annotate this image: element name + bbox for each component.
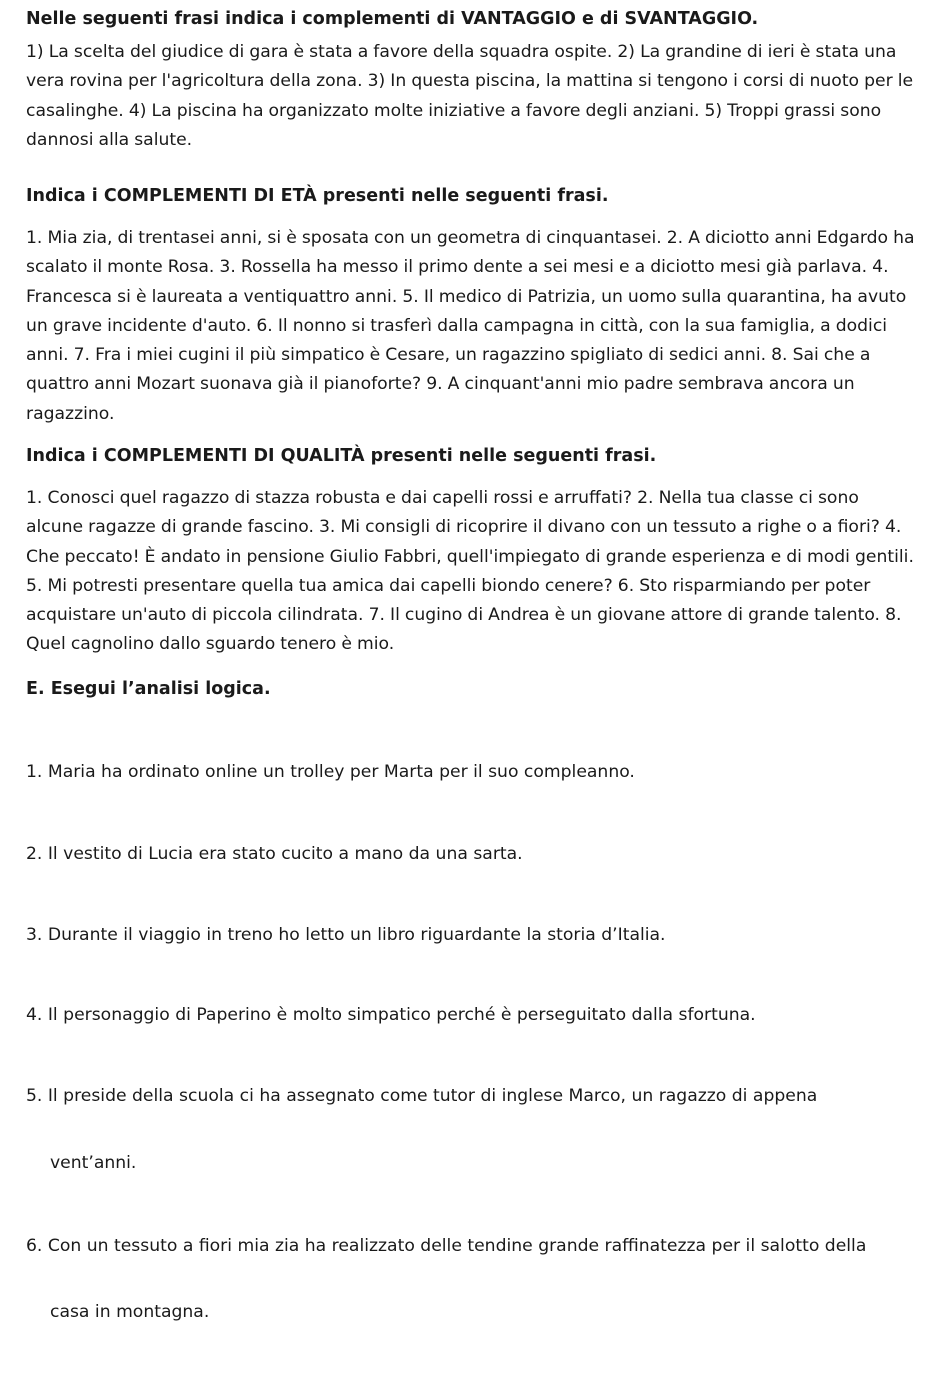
analisi-item-6: 6. Con un tessuto a fiori mia zia ha realizzato delle tendine grande raffinatezza per il salotto della <box>26 1236 867 1256</box>
analisi-item-3: 3. Durante il viaggio in treno ho letto un libro riguardante la storia d’Italia. <box>26 925 666 945</box>
vantaggio-exercise-text: 1) La scelta del giudice di gara è stata a favore della squadra ospite. 2) La grandine di ieri è stata una vera rovina per l'agricoltura della zona. 3) In questa piscina, la mattina si tengono i corsi di nuoto per le casalinghe. 4) La piscina ha organizzato molte iniziative a favore degli anziani. 5) Troppi grassi sono dannosi alla salute. <box>26 42 914 150</box>
analisi-item-5-continuation: vent’anni. <box>50 1153 137 1173</box>
analisi-item-5: 5. Il preside della scuola ci ha assegnato come tutor di inglese Marco, un ragazzo di appena <box>26 1086 818 1106</box>
analisi-item-2: 2. Il vestito di Lucia era stato cucito a mano da una sarta. <box>26 844 523 864</box>
analisi-item-1: 1. Maria ha ordinato online un trolley per Marta per il suo compleanno. <box>26 762 635 782</box>
qualita-heading: Indica i COMPLEMENTI DI QUALITÀ presenti nelle seguenti frasi. <box>26 446 657 466</box>
analisi-item-4: 4. Il personaggio di Paperino è molto simpatico perché è perseguitato dalla sfortuna. <box>26 1005 756 1025</box>
qualita-exercise-text: 1. Conosci quel ragazzo di stazza robusta e dai capelli rossi e arruffati? 2. Nella tua classe ci sono alcune ragazze di grande fascino. 3. Mi consigli di ricoprire il divano con un tessuto a righe o a fiori? 4. Che peccato! È andato in pensione Giulio Fabbri, quell'impiegato di grande esperienza e di modi gentili. 5. Mi potresti presentare quella tua amica dai capelli biondo cenere? 6. Sto risparmiando per poter acquistare un'auto di piccola cilindrata. 7. Il cugino di Andrea è un giovane attore di grande talento. 8. Quel cagnolino dallo sguardo tenero è mio. <box>26 488 914 655</box>
vantaggio-heading: Nelle seguenti frasi indica i complementi di VANTAGGIO e di SVANTAGGIO. <box>26 9 759 29</box>
analisi-logica-heading: E. Esegui l’analisi logica. <box>26 679 271 699</box>
analisi-item-6-continuation: casa in montagna. <box>50 1302 210 1322</box>
eta-heading: Indica i COMPLEMENTI DI ETÀ presenti nelle seguenti frasi. <box>26 186 609 206</box>
eta-exercise-text: 1. Mia zia, di trentasei anni, si è sposata con un geometra di cinquantasei. 2. A diciotto anni Edgardo ha scalato il monte Rosa. 3. Rossella ha messo il primo dente a sei mesi e a diciotto mesi già parlava. 4. Francesca si è laureata a ventiquattro anni. 5. Il medico di Patrizia, un uomo sulla quarantina, ha avuto un grave incidente d'auto. 6. Il nonno si trasferì dalla campagna in città, con la sua famiglia, a dodici anni. 7. Fra i miei cugini il più simpatico è Cesare, un ragazzino spigliato di sedici anni. 8. Sai che a quattro anni Mozart suonava già il pianoforte? 9. A cinquant'anni mio padre sembrava ancora un ragazzino. <box>26 228 915 424</box>
